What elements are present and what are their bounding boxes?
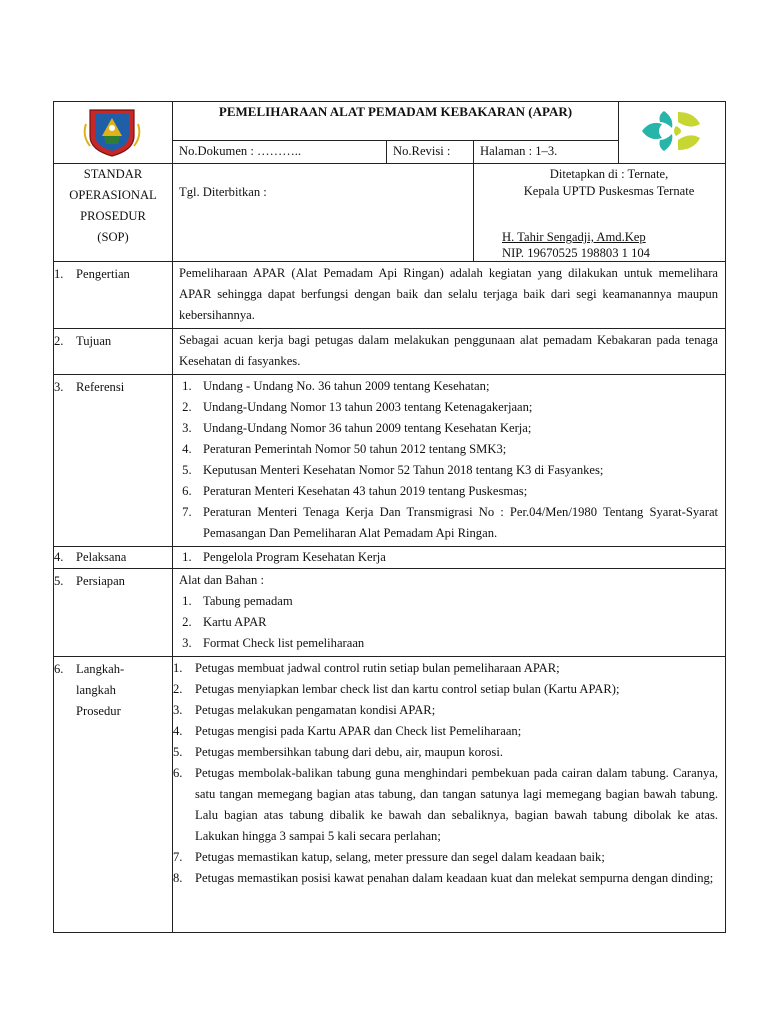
section-label <box>54 569 173 657</box>
head-title: Kepala UPTD Puskesmas Ternate <box>523 184 695 198</box>
list-item: 7. Peraturan Menteri Tenaga Kerja Dan Transmigrasi No : Per.04/Men/1980 Tentang Syarat-Syarat Pemasangan Dan Pemeliharan Alat Pemadam Api Ringan. <box>179 505 719 540</box>
sop-table <box>53 101 726 933</box>
section-title: Tujuan <box>76 334 112 348</box>
section-number: 4. <box>54 550 64 564</box>
section-label <box>54 375 173 547</box>
section-title: Langkah- <box>76 662 125 676</box>
list-item: 1. Tabung pemadam <box>179 594 293 608</box>
list-item: 7. Petugas memastikan katup, selang, meter pressure dan segel dalam keadaan baik; <box>173 850 605 864</box>
section-prosedur-list <box>173 657 726 933</box>
section-number: 5. <box>54 574 64 588</box>
section-number: 1. <box>54 267 64 281</box>
section-title: Prosedur <box>76 704 121 718</box>
list-item: 4. Petugas mengisi pada Kartu APAR dan Check list Pemeliharaan; <box>173 724 522 738</box>
list-item: 5. Keputusan Menteri Kesehatan Nomor 52 Tahun 2018 tentang K3 di Fasyankes; <box>179 463 604 477</box>
list-item: 8. Petugas memastikan posisi kawat penahan dalam keadaan kuat dan melekat sempurna dengan dinding; <box>173 871 714 885</box>
list-item: 1. Petugas membuat jadwal control rutin setiap bulan pemeliharaan APAR; <box>173 661 560 675</box>
section-number: 2. <box>54 334 64 348</box>
section-title: langkah <box>76 683 116 697</box>
section-label <box>54 329 173 375</box>
section-number: 6. <box>54 662 64 676</box>
section-title: Pengertian <box>76 267 130 281</box>
sop-line: PROSEDUR <box>80 209 146 223</box>
signatory-name: H. Tahir Sengadji, Amd.Kep <box>502 230 646 244</box>
document-number: No.Dokumen : ……….. <box>173 141 387 164</box>
document-title: PEMELIHARAAN ALAT PEMADAM KEBAKARAN (APAR) <box>173 102 619 141</box>
sop-line: OPERASIONAL <box>69 188 157 202</box>
list-item: 6. Peraturan Menteri Kesehatan 43 tahun 2019 tentang Puskesmas; <box>179 484 528 498</box>
section-persiapan-list <box>173 569 726 657</box>
regional-emblem-icon <box>82 106 142 158</box>
issue-date-label: Tgl. Diterbitkan : <box>173 164 474 262</box>
section-tujuan-text: Sebagai acuan kerja bagi petugas dalam melakukan penggunaan alat pemadam Kebakaran pada tenaga Kesehatan di fasyankes. <box>173 329 726 375</box>
sop-line: (SOP) <box>97 230 129 244</box>
list-item: 3. Petugas melakukan pengamatan kondisi APAR; <box>173 703 436 717</box>
sop-label <box>54 164 173 262</box>
kemenkes-logo-cell <box>619 102 726 164</box>
established-at: Ditetapkan di : Ternate, <box>549 167 669 181</box>
list-item: 3. Undang-Undang Nomor 36 tahun 2009 tentang Kesehatan Kerja; <box>179 421 532 435</box>
signatory-nip: NIP. 19670525 198803 1 104 <box>502 246 650 260</box>
page-count: Halaman : 1–3. <box>474 141 619 164</box>
list-item: 6. Petugas membolak-balikan tabung guna menghindari pembekuan pada cairan dalam tabung. Caranya, satu tangan memegang bagian atas tabung, dan tangan satunya lagi memegang bagian bawah tabung. Lalu bagian atas tabung dibalik ke bawah dan sebaliknya, bagian bawah tabung dibolak ke atas. Lakukan hingga 3 sampai 5 kali secara perlahan; <box>173 766 719 843</box>
approval-block <box>474 164 726 262</box>
section-label <box>54 657 173 933</box>
revision-number: No.Revisi : <box>387 141 474 164</box>
section-label <box>54 547 173 569</box>
section-title: Persiapan <box>76 574 125 588</box>
region-logo-cell <box>54 102 173 164</box>
list-item: 1. Undang - Undang No. 36 tahun 2009 tentang Kesehatan; <box>179 379 490 393</box>
section-pengertian-text: Pemeliharaan APAR (Alat Pemadam Api Ringan) adalah kegiatan yang dilakukan untuk memelihara APAR sehingga dapat berfungsi dengan baik dan selalu terjaga baik dari segi keamanannya maupun kebersihannya. <box>173 262 726 329</box>
section-title: Referensi <box>76 380 125 394</box>
kemenkes-logo-icon <box>640 108 704 154</box>
section-title: Pelaksana <box>76 550 127 564</box>
sop-document <box>53 101 725 933</box>
list-item: 3. Format Check list pemeliharaan <box>179 636 365 650</box>
section-label <box>54 262 173 329</box>
sop-line: STANDAR <box>83 167 143 181</box>
section-referensi-list <box>173 375 726 547</box>
list-item: 2. Undang-Undang Nomor 13 tahun 2003 tentang Ketenagakerjaan; <box>179 400 533 414</box>
list-item: 4. Peraturan Pemerintah Nomor 50 tahun 2012 tentang SMK3; <box>179 442 507 456</box>
materials-heading: Alat dan Bahan : <box>179 573 264 587</box>
section-number: 3. <box>54 380 64 394</box>
list-item: 1. Pengelola Program Kesehatan Kerja <box>179 550 386 564</box>
list-item: 2. Kartu APAR <box>179 615 267 629</box>
list-item: 2. Petugas menyiapkan lembar check list dan kartu control setiap bulan (Kartu APAR); <box>173 682 620 696</box>
section-pelaksana-list <box>173 547 726 569</box>
list-item: 5. Petugas membersihkan tabung dari debu, air, maupun korosi. <box>173 745 503 759</box>
